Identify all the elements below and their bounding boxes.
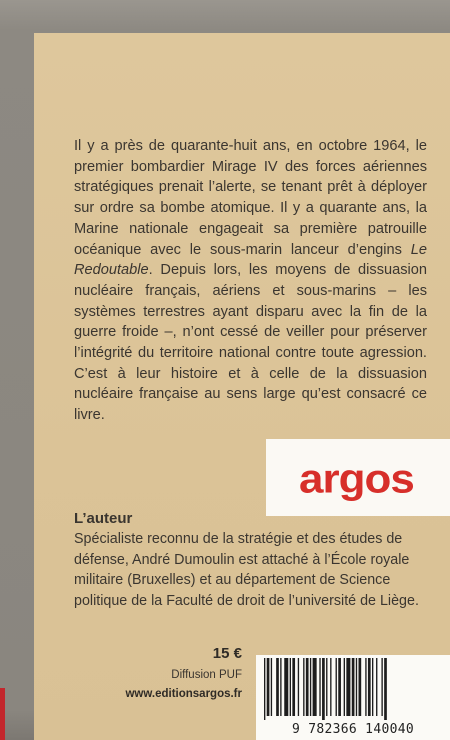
author-bio: Spécialiste reconnu de la stratégie et des études de défense, André Dumoulin est attaché à l’École royale militaire (Bruxelles) et au département de Science politique de la Faculté de droit de l’université de Liège. — [74, 531, 419, 610]
summary-part-1: Il y a près de quarante-huit ans, en octobre 1964, le premier bombardier Mirage IV des forces aériennes stratégiques prenait l’alerte, se tenant prêt à déployer sur ordre sa bombe atomique. Il y a quarante ans, la Marine nationale engageait sa première patrouille océanique avec le sous-marin lanceur d’engins — [74, 138, 427, 258]
publisher-website: www.editionsargos.fr — [125, 688, 242, 700]
barcode-panel — [256, 655, 450, 740]
barcode-icon — [262, 658, 444, 720]
submarine-name: Le Redoutable — [74, 241, 427, 279]
cover-panel — [34, 33, 450, 740]
author-heading: L’auteur — [74, 510, 133, 527]
publisher-band — [266, 439, 450, 516]
summary-text — [74, 136, 427, 426]
summary-part-2: . Depuis lors, les moyens de dissuasion nucléaire français, aériens et sous-marins – les systèmes terrestres ayant disparu avec la fin de la guerre froide –, n’ont cessé de veiller pour préserver l’intégrité du territoire national contre toute agression. C’est à leur histoire et à celle de la dissuasion nucléaire française au sens large qu’est consacré ce livre. — [74, 262, 427, 424]
distributor: Diffusion PUF — [171, 669, 242, 681]
publisher-logo: argos — [299, 456, 414, 502]
red-accent-strip — [0, 688, 5, 740]
isbn-number: 9 782366 140040 — [292, 722, 414, 737]
price: 15 € — [212, 645, 242, 662]
